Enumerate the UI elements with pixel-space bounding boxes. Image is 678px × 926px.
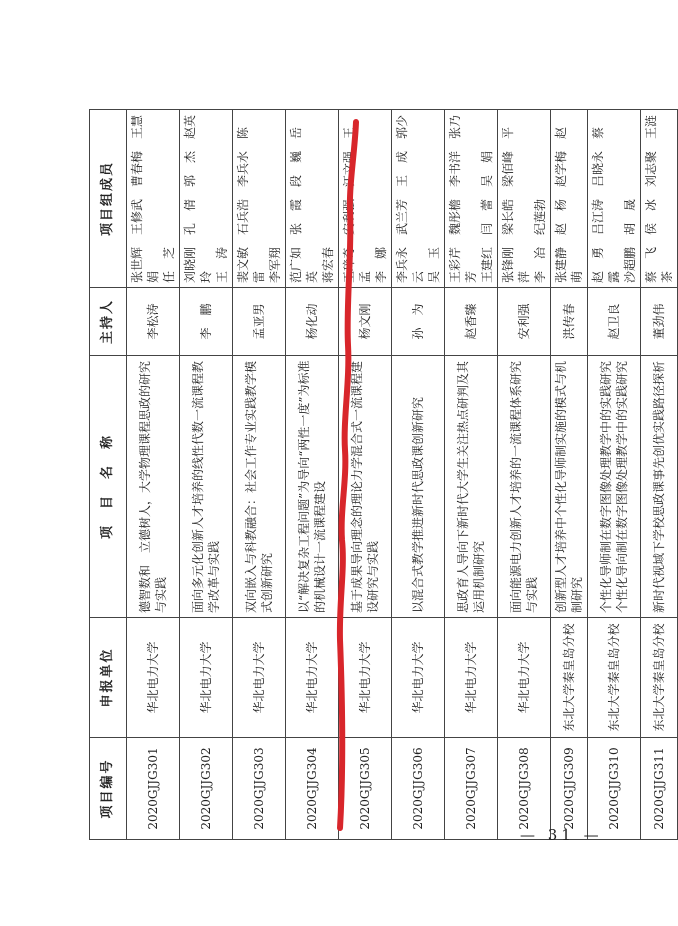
header-project-id: 项目编号 bbox=[90, 738, 127, 840]
cell-project-id: 2020GJJG309 bbox=[551, 738, 588, 840]
cell-members: 刘晓刚 孔 倩 郭 杰 赵英玲 王 涛 bbox=[180, 110, 233, 288]
cell-host: 赵卫良 bbox=[588, 288, 641, 356]
cell-members: 张锋刚 梁长皓 梁佰峰 平 萍 李 冶 纪莲勃 bbox=[498, 110, 551, 288]
cell-members: 张建静 赵 杨 赵学梅 赵 萌 bbox=[551, 110, 588, 288]
cell-project-name: 双向嵌入与科教融合：社会工作专业实践教学模式创新研究 bbox=[233, 356, 286, 618]
cell-host: 洪传春 bbox=[551, 288, 588, 356]
cell-members: 赵 勇 吕江涛 吕晓永 蔡 露 沙超鹏 胡 晟 bbox=[588, 110, 641, 288]
cell-project-name: 个性化导师制在数字图像处理教学中的实践研究个性化导向制在数字图像处理教学中的实践研究 bbox=[588, 356, 641, 618]
cell-host: 赵香臻 bbox=[445, 288, 498, 356]
cell-project-id: 2020GJJG307 bbox=[445, 738, 498, 840]
cell-members: 李兵永 武兰芳 王 成 郭少云 吴 玉 bbox=[392, 110, 445, 288]
cell-host: 董劲伟 bbox=[641, 288, 678, 356]
header-host: 主持人 bbox=[90, 288, 127, 356]
header-applicant-unit: 申报单位 bbox=[90, 618, 127, 738]
cell-applicant-unit: 华北电力大学 bbox=[445, 618, 498, 738]
cell-project-id: 2020GJJG308 bbox=[498, 738, 551, 840]
cell-applicant-unit: 华北电力大学 bbox=[392, 618, 445, 738]
cell-applicant-unit: 东北大学秦皇岛分校 bbox=[588, 618, 641, 738]
cell-project-name: 以“解决复杂工程问题”为导向“两性一度”为标准的机械设计一流课程建设 bbox=[286, 356, 339, 618]
cell-project-id: 2020GJJG301 bbox=[127, 738, 180, 840]
cell-host: 李松涛 bbox=[127, 288, 180, 356]
cell-members: 裴文敏 石兵浩 李兵水 陈 雷 李军翔 bbox=[233, 110, 286, 288]
cell-applicant-unit: 华北电力大学 bbox=[180, 618, 233, 738]
cell-project-name: 基于成果导向理念的理论力学混合式一流课程建设研究与实践 bbox=[339, 356, 392, 618]
cell-project-name: 创新型人才培养中个性化导师制实施的模式与机制研究 bbox=[551, 356, 588, 618]
cell-host: 杨化动 bbox=[286, 288, 339, 356]
cell-members: 范广如 张 霞 段 巍 岳 英 蒋宏春 bbox=[286, 110, 339, 288]
cell-applicant-unit: 华北电力大学 bbox=[233, 618, 286, 738]
header-members: 项目组成员 bbox=[90, 110, 127, 288]
cell-project-name: 思政育人导向下新时代大学生关注热点研判及其运用机制研究 bbox=[445, 356, 498, 618]
cell-applicant-unit: 东北大学秦皇岛分校 bbox=[551, 618, 588, 738]
cell-members: 王彩芹 魏彤檐 李书洋 张乃芳 王建红 闫 蕾 吴 娟 bbox=[445, 110, 498, 288]
cell-host: 安利强 bbox=[498, 288, 551, 356]
cell-members: 蔡 飞 侯 冰 刘志聚 王涟茶 bbox=[641, 110, 678, 288]
cell-project-name: 面向能源电力创新人才培养的一流课程体系研究与实践 bbox=[498, 356, 551, 618]
cell-applicant-unit: 华北电力大学 bbox=[286, 618, 339, 738]
cell-project-name: 新时代视域下学校思政课事先创优实践路径探析 bbox=[641, 356, 678, 618]
cell-project-name: 以混合式教学推进新时代思政课创新研究 bbox=[392, 356, 445, 618]
cell-project-id: 2020GJJG303 bbox=[233, 738, 286, 840]
cell-project-id: 2020GJJG310 bbox=[588, 738, 641, 840]
cell-project-id: 2020GJJG306 bbox=[392, 738, 445, 840]
cell-project-id: 2020GJJG304 bbox=[286, 738, 339, 840]
cell-host: 孟亚男 bbox=[233, 288, 286, 356]
cell-project-id: 2020GJJG305 bbox=[339, 738, 392, 840]
cell-host: 杨文刚 bbox=[339, 288, 392, 356]
cell-applicant-unit: 东北大学秦皇岛分校 bbox=[641, 618, 678, 738]
cell-applicant-unit: 华北电力大学 bbox=[498, 618, 551, 738]
page-number: — 31 — bbox=[520, 826, 603, 844]
cell-host: 李 鹏 bbox=[180, 288, 233, 356]
header-project-name: 项 目 名 称 bbox=[90, 356, 127, 618]
cell-project-name: 面向多元化创新人才培养的线性代数一流课程教学改革与实践 bbox=[180, 356, 233, 618]
cell-applicant-unit: 华北电力大学 bbox=[339, 618, 392, 738]
cell-host: 孙 为 bbox=[392, 288, 445, 356]
cell-project-name: 德智数和 立德树人，大学物理课程思政的研究与实践 bbox=[127, 356, 180, 618]
cell-project-id: 2020GJJG302 bbox=[180, 738, 233, 840]
cell-project-id: 2020GJJG311 bbox=[641, 738, 678, 840]
cell-members: 张世辉 王修武 曹春梅 王慧娟 任 芝 bbox=[127, 110, 180, 288]
cell-members: 王璋奇 安利强 江文强 王 孟 李 娜 bbox=[339, 110, 392, 288]
cell-applicant-unit: 华北电力大学 bbox=[127, 618, 180, 738]
